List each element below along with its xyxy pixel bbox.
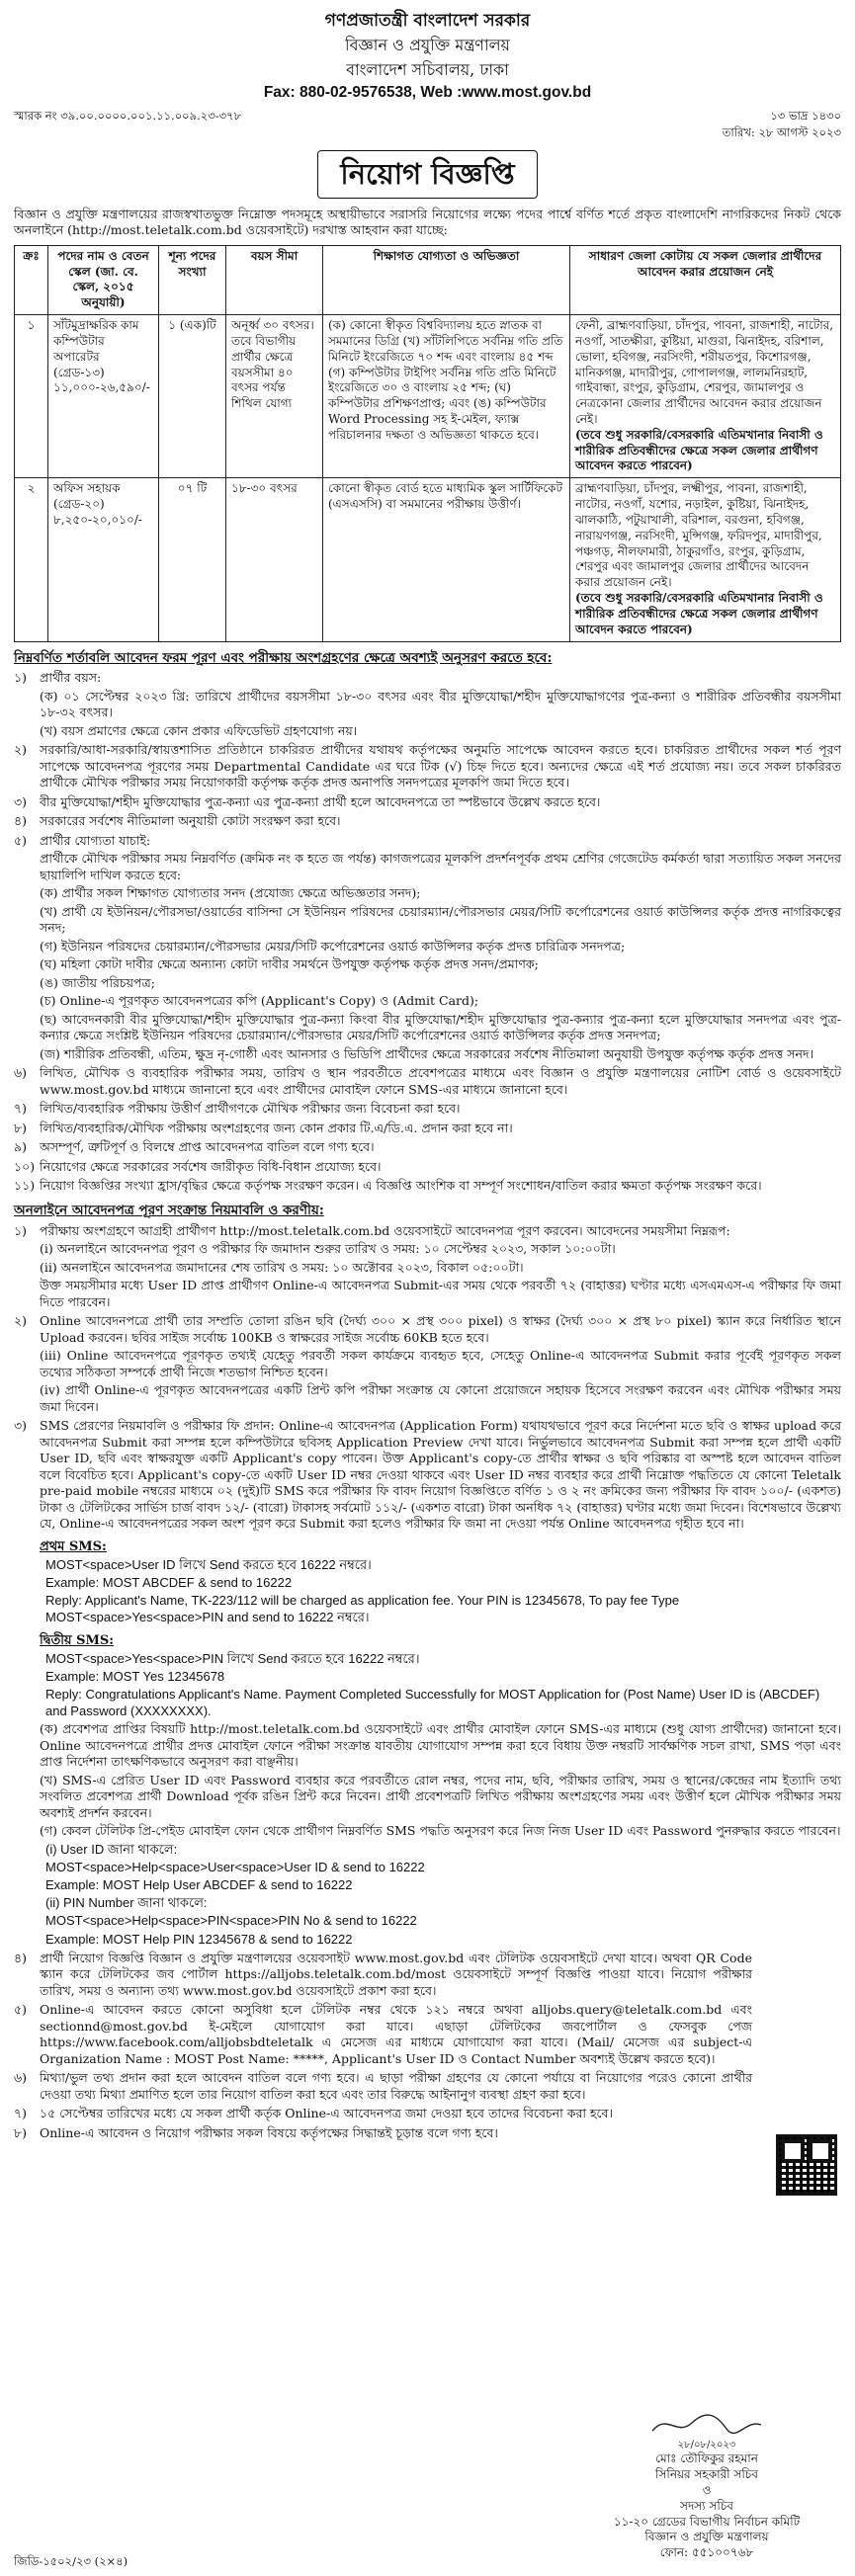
list-item: [14, 1223, 841, 1240]
signatory-name: মোঃ তৌফিকুর রহমান: [655, 2451, 758, 2466]
list-item: [14, 794, 841, 811]
conditions-title: নিম্নবর্ণিত শর্তাবলি আবেদন ফরম পূরণ এবং পরীক্ষায় অংশগ্রহণের ক্ষেত্রে অবশ্যই অনুসরণ করতে হবে:: [14, 649, 553, 666]
list-item: [14, 2125, 752, 2142]
sub-item: (ii) অনলাইনে আবেদনপত্র জমাদানের শেষ তারিখ ও সময়: ১০ অক্টোবর ২০২৩, বিকাল ০৫:০০টা।: [40, 1259, 524, 1275]
row-districts: [570, 478, 841, 641]
first-sms-example: Example: MOST ABCDEF & send to 16222: [45, 1575, 293, 1591]
sub-item: (গ) ইউনিয়ন পরিষদের চেয়ারম্যান/পৌরসভার মেয়র/সিটি কর্পোরেশনের ওয়ার্ড কাউন্সিলর কর্তৃক প্রদত্ত চারিত্রিক সনদপত্র;: [40, 938, 626, 954]
item-text: নিয়োগ বিজ্ঞপ্তির সংখ্যা হ্রাস/বৃদ্ধির ক্ষেত্রে কর্তৃপক্ষ সংরক্ষণ করেন। এ বিজ্ঞপ্তি আংশিক বা সম্পূর্ণ সংশোধন/বাতিল করার ক্ষমতা কর্তৃপক্ষ সংরক্ষণ করে।: [40, 1178, 762, 1194]
districts-text: ব্রাহ্মণবাড়িয়া, চাঁদপুর, লক্ষ্মীপুর, পাবনা, রাজশাহী, নাটোর, নওগাঁ, যশোর, নড়াইল, কুষ্টিয়া, ঝিনাইদহ, ঝালকাঠি, পটুয়াখালী, বরিশাল, বরগুনা, হবিগঞ্জ, নারায়ণগঞ্জ, নরসিংদী, মুন্সিগঞ্জ, ফরিদপুর, মাদারীপুর, পঞ্চগড়, নীলফামারী, ঠাকুরগাঁও, রংপুর, কুড়িগ্রাম, শেরপুর এবং জামালপুর জেলার প্রার্থীদের আবেদন করার প্রয়োজন নেই।: [575, 481, 822, 590]
districts-note: (তবে শুধু সরকারি/বেসরকারি এতিমখানার নিবাসী ও শারীরিক প্রতিবন্ধীদের ক্ষেত্রে সকল জেলার প্রার্থীগণ আবেদন করতে পারবেন): [575, 591, 823, 636]
sms-note-a: (ক) প্রবেশপত্র প্রাপ্তির বিষয়টি http://most.teletalk.com.bd ওয়েবসাইটে এবং প্রার্থীর মোবাইল ফোনে SMS-এর মাধ্যমে (শুধু যোগ্য প্রার্থীদের) জানানো হবে। Online আবেদনপত্রে প্রার্থীর প্রদত্ত মোবাইল ফোনে পরীক্ষা সংক্রান্ত যাবতীয় যোগাযোগ সম্পন্ন করা হবে বিধায় উক্ত নম্বরটি সার্বক্ষণিক সচল রাখা, SMS পড়া এবং প্রাপ্ত নির্দেশনা তাৎক্ষণিকভাবে অনুসরণ করা বাঞ্ছনীয়।: [40, 1721, 842, 1770]
qr-code-icon[interactable]: [776, 2134, 837, 2196]
signature-date: ২৮/০৮/২০২৩: [677, 2440, 736, 2451]
item-text: বীর মুক্তিযোদ্ধা/শহীদ মুক্তিযোদ্ধার পুত্র-কন্যা এর পুত্র-কন্যা প্রার্থী হলে আবেদনপত্রে তা স্পষ্টভাবে উল্লেখ করতে হবে।: [40, 793, 601, 809]
second-sms-title: দ্বিতীয় SMS:: [40, 1632, 115, 1648]
item-number: ১): [14, 670, 27, 686]
second-sms-reply: Reply: Congratulations Applicant's Name. Payment Completed Successfully for MOST Application for (Post Name) User ID is (ABCDEF) and Password (XXXXXXXX).: [45, 1686, 820, 1719]
signatory-committee: ১১-২০ গ্রেডের বিভাগীয় নির্বাচন কমিটি: [613, 2514, 801, 2529]
date-label: তারিখ:: [722, 125, 755, 140]
col-age: বয়স সীমা: [226, 245, 323, 314]
first-sms-command: MOST<space>User ID লিখে Send করতে হবে 16222 নম্বরে।: [45, 1556, 372, 1572]
signature-block: [598, 2411, 815, 2561]
pin-title: (ii) PIN Number জানা থাকলে:: [45, 1895, 208, 1911]
uid-example: Example: MOST Help User ABCDEF & send to 16222: [45, 1877, 353, 1893]
table-header-row: [15, 245, 841, 314]
list-item: [14, 2106, 752, 2122]
list-item: [14, 1101, 841, 1118]
list-item: [14, 833, 841, 850]
sub-item: (জ) শারীরিক প্রতিবন্ধী, এতিম, ক্ষুদ্র নৃ-গোষ্ঠী এবং আনসার ও ভিডিপি প্রার্থীদের ক্ষেত্রে সরকারের সর্বশেষ নীতিমালা অনুযায়ী উপযুক্ত কর্তৃপক্ষ কর্তৃক প্রদত্ত সনদ।: [40, 1045, 814, 1061]
signatory-phone: ফোন: ৫৫১০০৭৬৮: [659, 2545, 754, 2560]
item-text: লিখিত, মৌখিক ও ব্যবহারিক পরীক্ষার সময়, তারিখ ও স্থান পরবর্তীতে প্রবেশপত্রের মাধ্যমে এবং বিজ্ঞান ও প্রযুক্তি মন্ত্রণালয়ের নোটিশ বোর্ড ও ওয়েবসাইটে www.most.gov.bd মাধ্যমে জানানো হবে এবং প্রার্থীদের মোবাইল ফোনে SMS-এর মাধ্যমে জানানো হবে।: [40, 1065, 841, 1097]
sub-item: (iv) প্রার্থী Online-এ পূরণকৃত আবেদনপত্রের একটি প্রিন্ট কপি পরীক্ষা সংক্রান্ত যে কোনো প্রয়োজনে সহায়ক হিসেবে সংরক্ষণ করবেন এবং মৌখিক পরীক্ষার সময় জমা দিবেন।: [40, 1382, 841, 1414]
row-education: কোনো স্বীকৃত বোর্ড হতে মাধ্যমিক স্কুল সার্টিফিকেট (এসএসসি) বা সমমানের পরীক্ষায় উত্তীর্ণ।: [323, 478, 570, 641]
row-sl: ১: [15, 315, 48, 478]
contact-line: Fax: 880-02-9576538, Web :www.most.gov.bd: [263, 83, 592, 101]
sub-item: (ঙ) জাতীয় পরিচয়পত্র;: [40, 974, 155, 990]
sub-item: (ক) ০১ সেপ্টেম্বর ২০২৩ খ্রি: তারিখে প্রার্থীদের বয়সসীমা ১৮-৩০ বৎসর এবং বীর মুক্তিযোদ্ধা/শহীদ মুক্তিযোদ্ধাগণের পুত্র-কন্যা ও শারীরিক প্রতিবন্ধীর বয়সসীমা ১৮-৩২ বৎসর।: [40, 688, 841, 720]
item-text: প্রার্থীর বয়স:: [40, 670, 102, 686]
row-vacancy: ১ (এক)টি: [159, 315, 226, 478]
online-title: অনলাইনে আবেদনপত্র পূরণ সংক্রান্ত নিয়মাবলি ও করণীয়:: [14, 1202, 324, 1218]
row-age: অনূর্ধ্ব ৩০ বৎসর। তবে বিভাগীয় প্রার্থীর ক্ষেত্রে বয়সসীমা ৪০ বৎসর পর্যন্ত শিথিল যোগ্য: [226, 315, 323, 478]
districts-note: (তবে শুধু সরকারি/বেসরকারি এতিমখানার নিবাসী ও শারীরিক প্রতিবন্ধীদের ক্ষেত্রে সকল জেলার প্রার্থীগণ আবেদন করতে পারবেন): [575, 427, 823, 473]
footer-code: জিডি-১৫০২/২৩ (২×৪): [14, 2554, 128, 2568]
first-sms-reply: Reply: Applicant's Name, TK-223/112 will be charged as application fee. Your PIN is 12345678, To pay fee Type MOST<space>Yes<space>PIN and send to 16222 নম্বরে।: [45, 1593, 680, 1625]
sub-item: (i) অনলাইনে আবেদনপত্র পূরণ ও পরীক্ষার ফি জমাদান শুরুর তারিখ ও সময়: ১০ সেপ্টেম্বর ২০২৩, সকাল ১০:০০টা।: [40, 1241, 616, 1257]
date-bangla: ১৩ ভাদ্র ১৪৩০: [770, 109, 841, 124]
uid-command: MOST<space>Help<space>User<space>User ID & send to 16222: [45, 1859, 425, 1874]
date-english: ২৮ আগস্ট ২০২৩: [758, 125, 841, 140]
districts-text: ফেনী, ব্রাহ্মণবাড়িয়া, চাঁদপুর, পাবনা, রাজশাহী, নাটোর, নওগাঁ, সাতক্ষীরা, কুষ্টিয়া, মাগুরা, ঝিনাইদহ, বরিশাল, ভোলা, হবিগঞ্জ, নরসিংদী, শরীয়তপুর, কিশোরগঞ্জ, মানিকগঞ্জ, মাদারীপুর, গোপালগঞ্জ, লালমনিরহাট, গাইবান্ধা, রংপুর, কুড়িগ্রাম, শেরপুর, জামালপুর ও নেত্রকোনা জেলার প্রার্থীদের আবেদন করার প্রয়োজন নেই।: [575, 318, 834, 426]
sub-item: প্রার্থীকে মৌখিক পরীক্ষার সময় নিম্নবর্ণিত (ক্রমিক নং ক হতে জ পর্যন্ত) কাগজপত্রের মূলকপি প্রদর্শনপূর্বক প্রথম শ্রেণির গেজেটেড কর্মকর্তা দ্বারা সত্যায়িত সকল সনদের ছায়ালিপি দাখিল করতে হবে:: [40, 851, 841, 882]
col-education: শিক্ষাগত যোগ্যতা ও অভিজ্ঞতা: [323, 245, 570, 314]
item-text: প্রার্থী নিয়োগ বিজ্ঞপ্তি বিজ্ঞান ও প্রযুক্তি মন্ত্রণালয়ের ওয়েবসাইট www.most.gov.bd এবং টেলিটক ওয়েবসাইটে দেখা যাবে। অথবা QR Code স্ক্যান করে টেলিটকের জব পোর্টাল https://alljobs.teletalk.com.bd/most ওয়েবসাইটে সম্পূর্ণ বিজ্ঞপ্তি পাওয়া যাবে। নিয়োগ পরীক্ষার তারিখ, সময় ও অন্যান্য তথ্য www.most.gov.bd ওয়েবসাইটে প্রকাশ করা হবে।: [40, 1950, 752, 1998]
item-text: লিখিত/ব্যবহারিক পরীক্ষায় উত্তীর্ণ প্রার্থীগণকে মৌখিক পরীক্ষার জন্য বিবেচনা করা হবে।: [40, 1101, 461, 1117]
sub-item: (খ) বয়স প্রমাণের ক্ষেত্রে কোন প্রকার এফিডেভিট গ্রহণযোগ্য নয়।: [40, 722, 358, 738]
row-sl: ২: [15, 478, 48, 641]
item-number: ৩): [14, 793, 28, 809]
online-list: [14, 1223, 841, 1533]
final-items: [14, 1951, 841, 2142]
second-sms-example: Example: MOST Yes 12345678: [45, 1668, 225, 1684]
item-number: ৭): [14, 1101, 28, 1117]
intro-paragraph: বিজ্ঞান ও প্রযুক্তি মন্ত্রণালয়ের রাজস্বখাতভুক্ত নিম্নোক্ত পদসমূহে অস্থায়ীভাবে সরাসরি নিয়োগের লক্ষ্যে পদের পার্শ্বে বর্ণিত শর্তে প্রকৃত বাংলাদেশি নাগরিকদের নিকট থেকে অনলাইনে (http://most.teletalk.com.bd ওয়েবসাইটে) দরখাস্ত আহবান করা যাচ্ছে:: [14, 206, 841, 238]
list-item: [14, 1418, 841, 1533]
col-sl: ক্রঃ: [15, 245, 48, 314]
item-text: প্রার্থীর যোগ্যতা যাচাই:: [40, 832, 151, 848]
sub-item: (ঘ) মহিলা কোটা দাবীর ক্ষেত্রে অন্যান্য কোটা দাবীর সমর্থনে উপযুক্ত কর্তৃপক্ষ কর্তৃক প্রদত্ত সনদ/প্রমাণক;: [40, 956, 539, 972]
list-item: [14, 1951, 752, 2000]
col-vacancy: শূন্য পদের সংখ্যা: [159, 245, 226, 314]
item-text: লিখিত/ব্যবহারিক/মৌখিক পরীক্ষায় অংশগ্রহণের জন্য কোন প্রকার টি.এ/ডি.এ. প্রদান করা হবে না।: [40, 1120, 513, 1135]
sub-item: (চ) Online-এ পূরণকৃত আবেদনপত্রের কপি (Applicant's Copy) ও (Admit Card);: [40, 993, 479, 1009]
item-number: ৬): [14, 1065, 28, 1081]
col-post: পদের নাম ও বেতন স্কেল (জা. বে. স্কেল, ২০১৫ অনুযায়ী): [48, 245, 159, 314]
item-text: ১৫ সেপ্টেম্বর তারিখের মধ্যে যে সকল প্রার্থী কর্তৃক Online-এ আবেদনপত্র জমা দেওয়া হবে তাদের বিবেচনা করা হবে।: [40, 2106, 613, 2121]
notice-dates: [723, 109, 841, 142]
list-item: [14, 1159, 841, 1176]
item-text: মিথ্যা/ভুল তথ্য প্রদান করা হলে আবেদন বাতিল বলে গণ্য হবে। এ ছাড়া পরীক্ষা গ্রহণের যে কোনো পর্যায়ে বা নিয়োগের পরেও কোনো প্রার্থীর দেওয়া তথ্য মিথ্যা প্রমাণিত হলে তার নিয়োগ বাতিল করা হবে এবং তার বিরুদ্ধে আইনানুগ ব্যবস্থা গ্রহণ করা হবে।: [40, 2070, 752, 2102]
signatory-org: বিজ্ঞান ও প্রযুক্তি মন্ত্রণালয়: [644, 2530, 769, 2544]
list-item: [14, 1065, 841, 1098]
list-item: [14, 1121, 841, 1137]
ministry-name: বিজ্ঞান ও প্রযুক্তি মন্ত্রণালয়: [345, 36, 510, 55]
item-text: Online আবেদনপত্রে প্রার্থী তার সম্প্রতি তোলা রঙিন ছবি (দৈর্ঘ্য ৩০০ × প্রস্থ ৩০০ pixel) ও স্বাক্ষর (দৈর্ঘ্য ৩০০ × প্রস্থ ৮০ pixel) স্ক্যান করে নির্ধারিত স্থানে Upload করবেন। ছবির সাইজ সর্বোচ্চ 100KB ও স্বাক্ষরের সাইজ সর্বোচ্চ 60KB হতে হবে।: [40, 1313, 841, 1345]
office-address: বাংলাদেশ সচিবালয়, ঢাকা: [346, 59, 509, 79]
item-text: সরকারের সর্বশেষ নীতিমালা অনুযায়ী কোটা সংরক্ষণ করা হবে।: [40, 813, 341, 829]
title-wrap: [14, 150, 841, 198]
item-number: ৪): [14, 1950, 27, 1965]
sms-section: [40, 1538, 841, 1948]
sub-item: (খ) প্রার্থী যে ইউনিয়ন/পৌরসভা/ওয়ার্ডের বাসিন্দা সে ইউনিয়ন পরিষদের চেয়ারম্যান/পৌরসভার মেয়র/সিটি কর্পোরেশনের ওয়ার্ড কাউন্সিলর কর্তৃক প্রদত্ত নাগরিকত্বের সনদ;: [40, 903, 841, 936]
online-section: [14, 1203, 841, 1533]
item-text: নিয়োগের ক্ষেত্রে সরকারের সর্বশেষ জারীকৃত বিধি-বিধান প্রযোজ্য হবে।: [40, 1158, 382, 1174]
item-number: ৪): [14, 813, 27, 829]
row-districts: [570, 315, 841, 478]
memo-number: [14, 109, 241, 124]
posts-table: [14, 245, 841, 642]
row-age: ১৮-৩০ বৎসর: [226, 478, 323, 641]
sub-item: (ছ) আবেদনকারী বীর মুক্তিযোদ্ধা/শহীদ মুক্তিযোদ্ধার পুত্র-কন্যা কিংবা বীর মুক্তিযোদ্ধা/শহীদ মুক্তিযোদ্ধার পুত্র-কন্যার পুত্র-কন্যা হলে মুক্তিযোদ্ধার সনদপত্র এবং পুত্র-কন্যার ক্ষেত্রে সংশ্লিষ্ট ইউনিয়ন পরিষদের চেয়ারম্যান/পৌরসভার মেয়র/সিটি কর্পোরেশনের ওয়ার্ড কাউন্সিলর কর্তৃক প্রদত্ত সনদপত্র;: [40, 1011, 841, 1043]
item-number: ৭): [14, 2106, 28, 2121]
sub-item: (ক) প্রার্থীর সকল শিক্ষাগত যোগ্যতার সনদ (প্রযোজ্য ক্ষেত্রে অভিজ্ঞতার সনদ);: [40, 885, 421, 901]
sms-note-c: (গ) কেবল টেলিটক প্রি-পেইড মোবাইল ফোন থেকে প্রার্থীগণ নিম্নবর্ণিত SMS পদ্ধতি অনুসরণ করে নিজ নিজ User ID এবং Password পুনরুদ্ধার করতে পারবেন।: [40, 1823, 841, 1839]
memo-label: স্মারক নং: [14, 109, 57, 124]
list-item: [14, 670, 841, 687]
row-post: সাঁটমুদ্রাক্ষরিক কাম কম্পিউটার অপারেটর (গ্রেড-১৩) ১১,০০০-২৬,৫৯০/-: [48, 315, 159, 478]
signatory-and: ও: [702, 2482, 712, 2497]
item-number: ৯): [14, 1139, 27, 1155]
sub-item: (iii) Online আবেদনপত্রে পূরণকৃত তথ্যই যেহেতু পরবর্তী সকল কার্যক্রমে ব্যবহৃত হবে, সেহেতু Online-এ আবেদনপত্র Submit করার পূর্বেই পূরণকৃত সকল তথ্যের সঠিকতা সম্পর্কে প্রার্থী নিজে শতভাগ নিশ্চিত হবেন।: [40, 1348, 841, 1379]
reference-row: [14, 109, 841, 142]
item-text: পরীক্ষায় অংশগ্রহণে আগ্রহী প্রার্থীগণ http://most.teletalk.com.bd ওয়েবসাইটে আবেদনপত্র পূরণ করবেন। আবেদনের সময়সীমা নিম্নরূপ:: [40, 1222, 730, 1238]
item-number: ১০): [14, 1158, 36, 1174]
list-item: [14, 2002, 752, 2067]
conditions-section: [14, 650, 841, 1195]
pin-example: Example: MOST Help PIN 12345678 & send to 16222: [45, 1931, 353, 1947]
item-text: অসম্পূর্ণ, ত্রুটিপূর্ণ ও বিলম্বে প্রাপ্ত আবেদনপত্র বাতিল বলে গণ্য হবে।: [40, 1139, 375, 1155]
item-text: সরকারি/আধা-সরকারি/স্বায়ত্তশাসিত প্রতিষ্ঠানে চাকরিরত প্রার্থীদের যথাযথ কর্তৃপক্ষের অনুমতি সাপেক্ষে আবেদন করতে হবে। চাকরিরত প্রার্থীদের সকল শর্ত পূরণ সাপেক্ষে আবেদনপত্র পূরণের সময় Departmental Candidate এর ঘরে টিক (√) চিহ্ন দিতে হবে। অন্যদের ক্ষেত্রে এই শর্ত প্রযোজ্য নয়। তবে সকল চাকরিরত প্রার্থীকে মৌখিক পরীক্ষার সময় নিয়োগকারী কর্তৃপক্ষ কর্তৃক প্রদত্ত অনাপত্তি সনদপত্রের মূলকপি জমা দিতে হবে।: [40, 742, 841, 790]
uid-title: (i) User ID জানা থাকলে:: [45, 1841, 178, 1857]
table-row: [15, 478, 841, 641]
list-item: [14, 813, 841, 830]
item-number: ৫): [14, 2002, 27, 2018]
second-sms-command: MOST<space>Yes<space>PIN লিখে Send করতে হবে 16222 নম্বরে।: [45, 1650, 420, 1666]
notice-title: নিয়োগ বিজ্ঞপ্তি: [317, 150, 537, 198]
item-number: ৮): [14, 2124, 27, 2140]
col-districts: সাধারণ জেলা কোটায় যে সকল জেলার প্রার্থীদের আবেদন করার প্রয়োজন নেই: [570, 245, 841, 314]
item-number: ৫): [14, 832, 27, 848]
item-text: SMS প্রেরণের নিয়মাবলি ও পরীক্ষার ফি প্রদান: Online-এ আবেদনপত্র (Application Form) যথাযথভাবে পূরণ করে নির্দেশনা মতে ছবি ও স্বাক্ষর upload করে আবেদনপত্র Submit করা সম্পন্ন হলে কম্পিউটারে ছবিসহ Application Preview দেখা যাবে। নির্ভুলভাবে আবেদনপত্র Submit করা সম্পন্ন হলে প্রার্থী একটি User ID, ছবি এবং স্বাক্ষরযুক্ত একটি Applicant's copy পাবেন। উক্ত Applicant's copy-তে প্রার্থীর স্বাক্ষর ও ছবি পরিষ্কার বা অস্পষ্ট হলে আবেদন বাতিল বলে বিবেচিত হবে। Applicant's copy-তে একটি User ID নম্বর দেওয়া থাকবে এবং User ID নম্বর ব্যবহার করে প্রার্থী নিম্নোক্ত পদ্ধতিতে যে কোনো Teletalk pre-paid mobile নম্বরের মাধ্যমে ০২ (দুই)টি SMS করে পরীক্ষার ফি বাবদ নিয়োগ বিজ্ঞপ্তিতে বর্ণিত ১ ও ২ নং ক্রমিকের জন্য পরীক্ষার ফি বাবদ ১০০/- (একশত) টাকা ও টেলিটকের সার্ভিস চার্জ বাবদ ১২/- (বারো) টাকাসহ সর্বমোট ১১২/- (একশত বারো) টাকা অনধিক ৭২ (বাহাত্তর) ঘণ্টার মধ্যে জমা দিবেন। বিশেষভাবে উল্লেখ্য যে, Online-এ আবেদনপত্রের সকল অংশ পূরণ করে Submit করা হলেও পরীক্ষার ফি জমা না দেওয়া পর্যন্ত Online আবেদনপত্র গৃহীত হবে না।: [40, 1418, 841, 1532]
item-number: ১১): [14, 1178, 36, 1194]
item-text: Online-এ আবেদন ও নিয়োগ পরীক্ষার সকল বিষয়ে কর্তৃপক্ষের সিদ্ধান্তই চূড়ান্ত বলে গণ্য হবে।: [40, 2124, 498, 2140]
item-number: ১): [14, 1222, 27, 1238]
row-education: (ক) কোনো স্বীকৃত বিশ্ববিদ্যালয় হতে স্নাতক বা সমমানের ডিগ্রি (খ) সাঁটলিপিতে সর্বনিম্ন গতি প্রতি মিনিটে ইংরেজিতে ৭০ শব্দ এবং বাংলায় ৪৫ শব্দ (গ) কম্পিউটার টাইপিং সর্বনিম্ন গতি প্রতি মিনিটে ইংরেজিতে ৩০ ও বাংলায় ২৫ শব্দ; (ঘ) কম্পিউটার প্রশিক্ষণপ্রাপ্ত; এবং (ঙ) কম্পিউটার Word Processing সহ ই-মেইল, ফ্যাক্স পরিচালনার দক্ষতা ও অভিজ্ঞতা থাকতে হবে।: [323, 315, 570, 478]
signature-scribble: [598, 2411, 815, 2439]
signatory-role: সদস্য সচিব: [680, 2498, 733, 2513]
memo-value: ৩৯.০০.০০০০.০০১.১১.০০৯.২৩-৩৭৮: [60, 109, 242, 124]
item-number: ২): [14, 1313, 28, 1329]
item-number: ৮): [14, 1120, 27, 1135]
item-number: ৩): [14, 1418, 28, 1434]
first-sms-title: প্রথম SMS:: [40, 1538, 107, 1554]
item-number: ৬): [14, 2070, 28, 2086]
letterhead: [14, 10, 841, 103]
govt-name: গণপ্রজাতন্ত্রী বাংলাদেশ সরকার: [324, 11, 531, 31]
list-item: [14, 2070, 752, 2103]
list-item: [14, 1313, 841, 1346]
table-row: [15, 315, 841, 478]
item-text: Online-এ আবেদন করতে কোনো অসুবিধা হলে টেলিটক নম্বর থেকে ১২১ নম্বরে অথবা alljobs.query@teletalk.com.bd এবং sectionnd@most.gov.bd ই-মেইলে যোগাযোগ করা যাবে। এছাড়া টেলিটকের জবপোর্টাল ও ফেসবুক পেজ https://www.facebook.com/alljobsbdteletalk এ মেসেজ এর মাধ্যমে যোগাযোগ করা যাবে। (Mail/ মেসেজ এর subject-এ Organization Name : MOST Post Name: *****, Applicant's User ID ও Contact Number অবশ্যই উল্লেখ করতে হবে)।: [40, 2002, 752, 2066]
signatory-designation: সিনিয়র সহকারী সচিব: [655, 2467, 758, 2482]
row-vacancy: ০৭ টি: [159, 478, 226, 641]
sms-note-b: (খ) SMS-এ প্রেরিত User ID এবং Password ব্যবহার করে পরবর্তীতে রোল নম্বর, পদের নাম, ছবি, পরীক্ষার তারিখ, সময় ও স্থানের/কেন্দ্রের নাম ইত্যাদি তথ্য সংবলিত প্রবেশপত্র প্রার্থী Download পূর্বক রঙিন প্রিন্ট করে নিবেন। প্রার্থী প্রবেশপত্রটি লিখিত পরীক্ষায় অংশগ্রহণের সময় এবং উত্তীর্ণ হলে মৌখিক পরীক্ষার সময় অবশ্যই প্রদর্শন করবেন।: [40, 1772, 841, 1820]
list-item: [14, 1139, 841, 1156]
row-post: অফিস সহায়ক (গ্রেড-২০) ৮,২৫০-২০,০১০/-: [48, 478, 159, 641]
sub-item: উক্ত সময়সীমার মধ্যে User ID প্রাপ্ত প্রার্থীগণ Online-এ আবেদনপত্র Submit-এর সময় থেকে পরবর্তী ৭২ (বাহাত্তর) ঘণ্টার মধ্যে এসএমএস-এ পরীক্ষার ফি জমা দিতে পারবেন।: [40, 1278, 841, 1309]
item-number: ২): [14, 742, 28, 758]
list-item: [14, 1178, 841, 1195]
list-item: [14, 742, 841, 791]
pin-command: MOST<space>Help<space>PIN<space>PIN No & send to 16222: [45, 1913, 417, 1929]
conditions-list: [14, 670, 841, 1195]
